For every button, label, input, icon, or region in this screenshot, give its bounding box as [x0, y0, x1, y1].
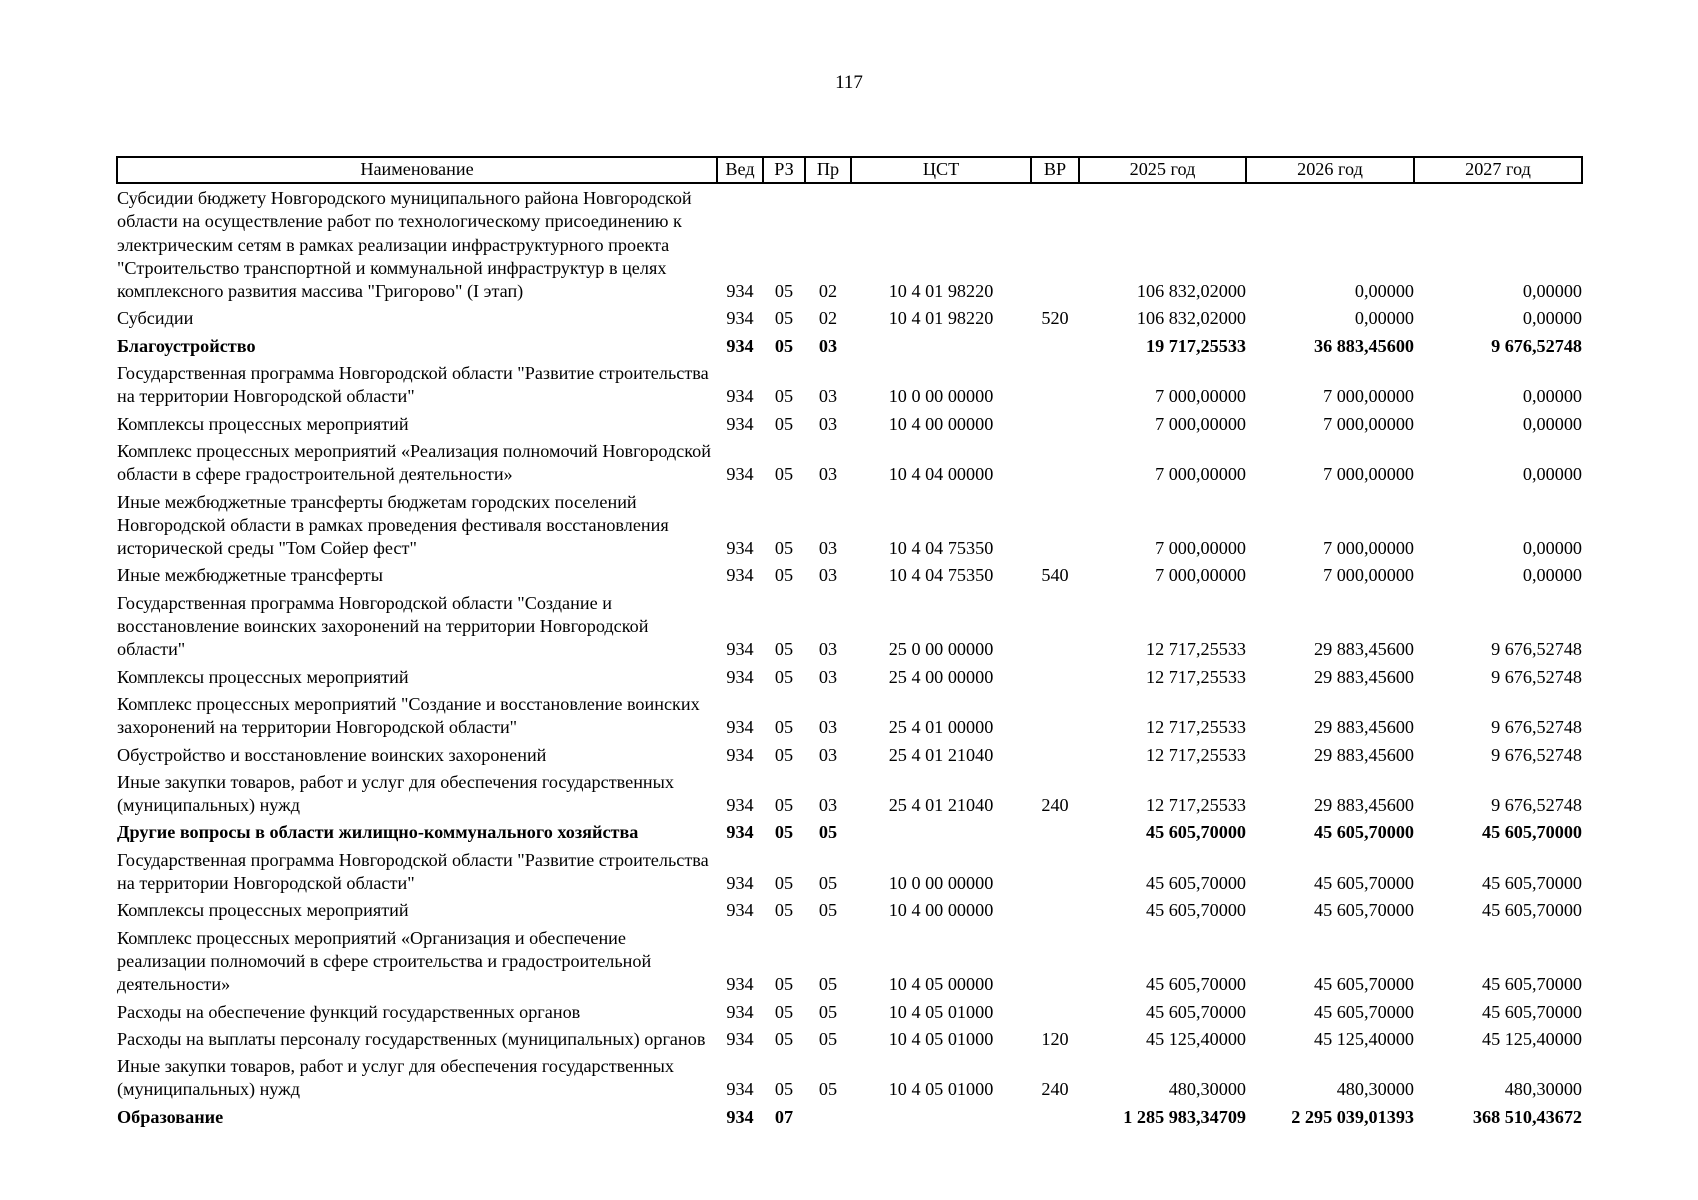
cell-2027: 45 605,70000 [1481, 900, 1582, 921]
cell-2025: 12 717,25533 [1145, 795, 1246, 816]
cell-2026: 45 125,40000 [1313, 1028, 1414, 1049]
cell-name: Иные межбюджетные трансферты бюджетам городских поселений Новгородской области в рамках проведения фестиваля восстановления исторической среды "Том Сойер фест" [117, 491, 669, 559]
cell-2025: 480,30000 [1168, 1079, 1246, 1100]
cell-cst: 25 0 00 00000 [888, 639, 994, 660]
cell-ved: 934 [726, 1079, 754, 1100]
cell-name: Комплексы процессных мероприятий [117, 413, 409, 434]
table-row [117, 1103, 1582, 1130]
cell-ved: 934 [726, 666, 754, 687]
cell-vr [1031, 896, 1079, 923]
cell-cst: 10 4 01 98220 [888, 281, 994, 302]
cell-2026: 7 000,00000 [1323, 413, 1414, 434]
cell-2027: 0,00000 [1522, 565, 1582, 586]
header-2027: 2027 год [1414, 157, 1582, 183]
cell-cst: 25 4 01 21040 [888, 795, 994, 816]
cell-vr [1031, 998, 1079, 1025]
cell-rz: 05 [774, 795, 794, 816]
cell-vr [1031, 741, 1079, 768]
cell-name: Государственная программа Новгородской области "Создание и восстановление воинских захоронений на территории Новгородской области" [117, 592, 649, 660]
cell-ved: 934 [726, 386, 754, 407]
cell-2026: 45 605,70000 [1313, 1001, 1414, 1022]
cell-vr [1031, 690, 1079, 741]
cell-cst: 10 4 05 01000 [888, 1079, 994, 1100]
cell-2025: 12 717,25533 [1145, 744, 1246, 765]
budget-table [116, 156, 1583, 1130]
cell-2025: 45 125,40000 [1145, 1028, 1246, 1049]
cell-name: Иные межбюджетные трансферты [117, 565, 383, 586]
cell-pr: 03 [818, 386, 838, 407]
table-row [117, 924, 1582, 998]
cell-name: Субсидии [117, 308, 194, 329]
cell-2026: 29 883,45600 [1313, 639, 1414, 660]
cell-2026: 29 883,45600 [1313, 744, 1414, 765]
cell-2027: 9 676,52748 [1491, 666, 1582, 687]
cell-name: Государственная программа Новгородской области "Развитие строительства на территории Новгородской области" [117, 849, 709, 894]
cell-name: Другие вопросы в области жилищно-коммунального хозяйства [117, 822, 639, 843]
cell-pr: 05 [818, 1001, 838, 1022]
cell-2027: 45 605,70000 [1481, 1001, 1582, 1022]
table-row [117, 332, 1582, 359]
cell-2027: 480,30000 [1504, 1079, 1582, 1100]
cell-2025: 7 000,00000 [1155, 538, 1246, 559]
cell-2025: 45 605,70000 [1145, 974, 1246, 995]
table-row [117, 304, 1582, 331]
cell-vr: 240 [1041, 795, 1069, 816]
cell-vr [1031, 1103, 1079, 1130]
cell-pr: 02 [818, 281, 838, 302]
cell-cst: 10 4 04 75350 [888, 565, 994, 586]
cell-rz: 07 [774, 1106, 794, 1127]
cell-2025: 12 717,25533 [1145, 717, 1246, 738]
table-body [117, 183, 1582, 1130]
header-rz: РЗ [763, 157, 805, 183]
table-row [117, 1025, 1582, 1052]
cell-2025: 7 000,00000 [1155, 464, 1246, 485]
cell-cst [851, 332, 1031, 359]
cell-2027: 0,00000 [1522, 538, 1582, 559]
table-row [117, 410, 1582, 437]
table-row [117, 359, 1582, 410]
cell-2026: 36 883,45600 [1313, 335, 1414, 356]
cell-2027: 0,00000 [1522, 308, 1582, 329]
cell-ved: 934 [726, 308, 754, 329]
cell-pr: 05 [818, 1028, 838, 1049]
table-row [117, 589, 1582, 663]
cell-2027: 45 605,70000 [1481, 873, 1582, 894]
cell-name: Обустройство и восстановление воинских захоронений [117, 744, 547, 765]
cell-pr: 02 [818, 308, 838, 329]
header-vr: ВР [1031, 157, 1079, 183]
header-ved: Вед [717, 157, 763, 183]
cell-name: Комплексы процессных мероприятий [117, 666, 409, 687]
cell-ved: 934 [726, 1001, 754, 1022]
cell-2025: 19 717,25533 [1145, 335, 1246, 356]
cell-cst [851, 818, 1031, 845]
cell-ved: 934 [726, 717, 754, 738]
cell-pr: 03 [818, 565, 838, 586]
cell-2025: 7 000,00000 [1155, 413, 1246, 434]
cell-2026: 45 605,70000 [1313, 974, 1414, 995]
cell-name: Расходы на обеспечение функций государственных органов [117, 1001, 581, 1022]
table-row [117, 183, 1582, 304]
cell-2025: 12 717,25533 [1145, 666, 1246, 687]
cell-rz: 05 [774, 1028, 794, 1049]
cell-ved: 934 [726, 974, 754, 995]
cell-vr [1031, 924, 1079, 998]
cell-ved: 934 [726, 464, 754, 485]
header-2026: 2026 год [1246, 157, 1414, 183]
cell-2026: 0,00000 [1354, 308, 1414, 329]
cell-2027: 368 510,43672 [1472, 1106, 1582, 1127]
cell-rz: 05 [774, 1001, 794, 1022]
table-row [117, 437, 1582, 488]
cell-pr: 03 [818, 666, 838, 687]
table-row [117, 741, 1582, 768]
cell-rz: 05 [774, 873, 794, 894]
cell-vr [1031, 359, 1079, 410]
cell-2027: 9 676,52748 [1491, 335, 1582, 356]
cell-vr [1031, 410, 1079, 437]
cell-rz: 05 [774, 538, 794, 559]
header-name: Наименование [117, 157, 717, 183]
cell-cst: 10 0 00 00000 [888, 386, 994, 407]
cell-rz: 05 [774, 281, 794, 302]
cell-2026: 29 883,45600 [1313, 666, 1414, 687]
cell-rz: 05 [774, 717, 794, 738]
cell-2026: 29 883,45600 [1313, 795, 1414, 816]
cell-vr: 120 [1041, 1028, 1069, 1049]
cell-pr [805, 1103, 851, 1130]
cell-vr [1031, 663, 1079, 690]
cell-vr: 520 [1041, 308, 1069, 329]
cell-cst: 10 4 04 00000 [888, 464, 994, 485]
header-cst: ЦСТ [851, 157, 1031, 183]
table-header [117, 157, 1582, 183]
cell-2027: 9 676,52748 [1491, 744, 1582, 765]
cell-2025: 106 832,02000 [1136, 281, 1246, 302]
cell-vr [1031, 589, 1079, 663]
cell-2025: 45 605,70000 [1145, 822, 1246, 843]
cell-2026: 7 000,00000 [1323, 386, 1414, 407]
cell-pr: 05 [818, 873, 838, 894]
cell-rz: 05 [774, 308, 794, 329]
cell-2027: 9 676,52748 [1491, 717, 1582, 738]
cell-cst: 25 4 01 00000 [888, 717, 994, 738]
cell-2025: 106 832,02000 [1136, 308, 1246, 329]
cell-name: Иные закупки товаров, работ и услуг для обеспечения государственных (муниципальных) нужд [117, 771, 674, 816]
cell-pr: 03 [818, 413, 838, 434]
cell-rz: 05 [774, 639, 794, 660]
cell-ved: 934 [726, 744, 754, 765]
cell-name: Государственная программа Новгородской области "Развитие строительства на территории Новгородской области" [117, 363, 709, 407]
cell-2027: 9 676,52748 [1491, 795, 1582, 816]
cell-cst [851, 1103, 1031, 1130]
cell-rz: 05 [774, 335, 794, 356]
cell-ved: 934 [726, 538, 754, 559]
cell-pr: 05 [818, 974, 838, 995]
cell-pr: 05 [818, 900, 838, 921]
cell-vr [1031, 818, 1079, 845]
cell-pr: 03 [818, 538, 838, 559]
table-row [117, 768, 1582, 819]
cell-2026: 45 605,70000 [1313, 873, 1414, 894]
cell-2025: 1 285 983,34709 [1123, 1106, 1246, 1127]
cell-ved: 934 [726, 565, 754, 586]
cell-name: Расходы на выплаты персоналу государственных (муниципальных) органов [117, 1028, 706, 1049]
cell-vr [1031, 846, 1079, 897]
cell-2025: 7 000,00000 [1155, 565, 1246, 586]
cell-pr: 03 [818, 335, 838, 356]
cell-rz: 05 [774, 413, 794, 434]
cell-name: Благоустройство [117, 335, 256, 356]
table-row [117, 488, 1582, 562]
cell-2026: 7 000,00000 [1323, 538, 1414, 559]
cell-rz: 05 [774, 386, 794, 407]
cell-cst: 10 4 05 01000 [888, 1001, 994, 1022]
cell-rz: 05 [774, 565, 794, 586]
cell-pr: 03 [818, 639, 838, 660]
cell-vr [1031, 437, 1079, 488]
cell-2026: 7 000,00000 [1323, 464, 1414, 485]
cell-2026: 480,30000 [1336, 1079, 1414, 1100]
cell-ved: 934 [726, 1028, 754, 1049]
cell-cst: 10 4 00 00000 [888, 900, 994, 921]
cell-name: Комплекс процессных мероприятий «Реализация полномочий Новгородской области в сфере градостроительной деятельности» [117, 440, 711, 485]
cell-name: Комплекс процессных мероприятий «Организация и обеспечение реализации полномочий в сфере строительства и градостроительной деятельности» [117, 927, 652, 995]
cell-ved: 934 [726, 795, 754, 816]
cell-pr: 03 [818, 795, 838, 816]
table-row [117, 846, 1582, 897]
cell-rz: 05 [774, 822, 794, 843]
cell-ved: 934 [726, 900, 754, 921]
cell-2025: 7 000,00000 [1155, 386, 1246, 407]
cell-2026: 0,00000 [1354, 281, 1414, 302]
cell-cst: 10 4 04 75350 [888, 538, 994, 559]
table-row [117, 818, 1582, 845]
cell-pr: 05 [818, 1079, 838, 1100]
cell-2027: 0,00000 [1522, 464, 1582, 485]
cell-pr: 03 [818, 744, 838, 765]
cell-2027: 45 605,70000 [1481, 822, 1582, 843]
cell-cst: 10 4 05 01000 [888, 1028, 994, 1049]
page-number: 117 [835, 72, 863, 93]
cell-2026: 2 295 039,01393 [1291, 1106, 1414, 1127]
cell-rz: 05 [774, 744, 794, 765]
cell-pr: 05 [818, 822, 838, 843]
cell-ved: 934 [726, 413, 754, 434]
cell-name: Образование [117, 1106, 224, 1127]
cell-name: Комплекс процессных мероприятий "Создание и восстановление воинских захоронений на территории Новгородской области" [117, 693, 700, 738]
cell-2026: 45 605,70000 [1313, 900, 1414, 921]
cell-cst: 25 4 01 21040 [888, 744, 994, 765]
cell-2027: 45 125,40000 [1481, 1028, 1582, 1049]
table-row [117, 896, 1582, 923]
header-pr: Пр [805, 157, 851, 183]
table-row [117, 690, 1582, 741]
cell-ved: 934 [726, 873, 754, 894]
cell-ved: 934 [726, 1106, 754, 1127]
table-row [117, 561, 1582, 588]
cell-rz: 05 [774, 666, 794, 687]
table-row [117, 1052, 1582, 1103]
cell-2025: 45 605,70000 [1145, 900, 1246, 921]
cell-2027: 9 676,52748 [1491, 639, 1582, 660]
cell-name: Комплексы процессных мероприятий [117, 900, 409, 921]
cell-vr [1031, 332, 1079, 359]
cell-cst: 10 0 00 00000 [888, 873, 994, 894]
cell-rz: 05 [774, 464, 794, 485]
cell-2027: 0,00000 [1522, 281, 1582, 302]
cell-2027: 45 605,70000 [1481, 974, 1582, 995]
table-row [117, 998, 1582, 1025]
cell-2025: 45 605,70000 [1145, 873, 1246, 894]
cell-rz: 05 [774, 1079, 794, 1100]
cell-2026: 29 883,45600 [1313, 717, 1414, 738]
cell-name: Иные закупки товаров, работ и услуг для обеспечения государственных (муниципальных) нужд [117, 1056, 674, 1100]
table-row [117, 663, 1582, 690]
cell-cst: 10 4 00 00000 [888, 413, 994, 434]
cell-cst: 10 4 01 98220 [888, 308, 994, 329]
cell-2027: 0,00000 [1522, 386, 1582, 407]
cell-name: Субсидии бюджету Новгородского муниципального района Новгородской области на осуществление работ по технологическому присоединению к электрическим сетям в рамках реализации инфраструктурного проекта "Строительство транспортной и коммунальной инфраструктур в целях комплексного развития массива "Григорово" (I этап) [117, 188, 692, 302]
cell-2025: 12 717,25533 [1145, 639, 1246, 660]
cell-ved: 934 [726, 822, 754, 843]
cell-pr: 03 [818, 717, 838, 738]
cell-vr: 540 [1041, 565, 1069, 586]
cell-cst: 10 4 05 00000 [888, 974, 994, 995]
cell-2026: 7 000,00000 [1323, 565, 1414, 586]
cell-rz: 05 [774, 974, 794, 995]
cell-pr: 03 [818, 464, 838, 485]
cell-2025: 45 605,70000 [1145, 1001, 1246, 1022]
header-2025: 2025 год [1079, 157, 1246, 183]
cell-2027: 0,00000 [1522, 413, 1582, 434]
cell-ved: 934 [726, 281, 754, 302]
cell-2026: 45 605,70000 [1313, 822, 1414, 843]
cell-vr [1031, 488, 1079, 562]
cell-cst: 25 4 00 00000 [888, 666, 994, 687]
cell-ved: 934 [726, 639, 754, 660]
cell-ved: 934 [726, 335, 754, 356]
cell-vr: 240 [1041, 1079, 1069, 1100]
cell-vr [1031, 183, 1079, 304]
cell-rz: 05 [774, 900, 794, 921]
